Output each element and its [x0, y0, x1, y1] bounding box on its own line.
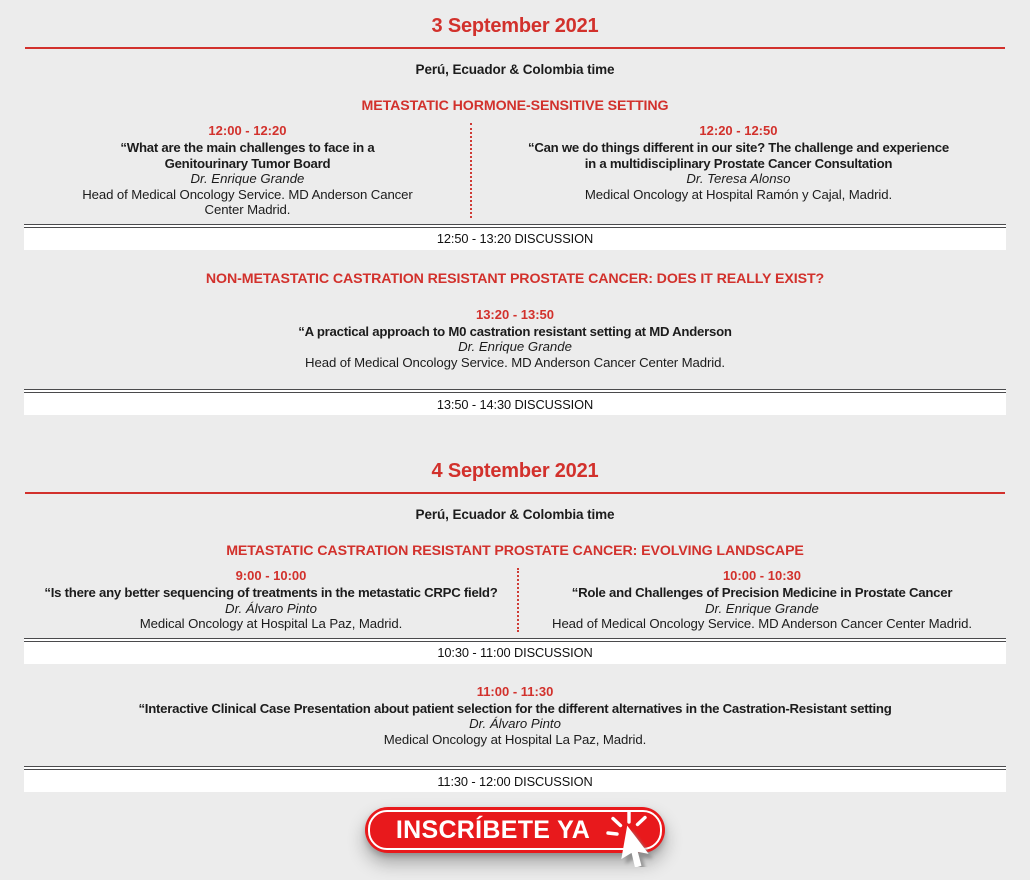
session-single: [25, 684, 1005, 748]
session-speaker: Dr. Teresa Alonso: [686, 171, 791, 186]
inscribete-label: INSCRÍBETE YA: [395, 815, 591, 844]
session-speaker: Dr. Enrique Grande: [190, 171, 305, 186]
session-affiliation: Medical Oncology at Hospital La Paz, Madrid.: [139, 616, 403, 631]
track-title: NON-METASTATIC CASTRATION RESISTANT PROSTATE CANCER: DOES IT REALLY EXIST?: [205, 270, 825, 287]
session-affiliation: Head of Medical Oncology Service. MD Anderson Cancer Center Madrid.: [82, 186, 413, 217]
session-single: [25, 307, 1005, 371]
session-speaker: Dr. Álvaro Pinto: [469, 716, 561, 731]
discussion-band: [24, 766, 1006, 792]
session-left: [25, 123, 470, 218]
session-speaker: Dr. Enrique Grande: [458, 339, 572, 354]
cta-container: [0, 807, 1030, 853]
track-title: METASTATIC HORMONE-SENSITIVE SETTING: [361, 98, 669, 114]
session-time: 12:20 - 12:50: [699, 123, 778, 138]
session-talk-title: “A practical approach to M0 castration resistant setting at MD Anderson: [298, 323, 732, 339]
session-time: 13:20 - 13:50: [475, 306, 555, 322]
day-section-3-september: [0, 0, 1030, 415]
session-time: 9:00 - 10:00: [235, 568, 307, 583]
session-right: [470, 123, 1005, 218]
session-time: 11:00 - 11:30: [476, 683, 554, 699]
session-talk-title: “Is there any better sequencing of treatments in the metastatic CRPC field?: [44, 585, 498, 600]
session-talk-title: “Role and Challenges of Precision Medicine in Prostate Cancer: [571, 585, 953, 600]
session-row: [25, 123, 1005, 218]
discussion-label: 13:50 - 14:30 DISCUSSION: [436, 396, 594, 412]
day-title: 4 September 2021: [431, 460, 599, 482]
day-section-4-september: [0, 415, 1030, 792]
session-affiliation: Head of Medical Oncology Service. MD Anderson Cancer Center Madrid.: [552, 616, 972, 631]
session-time: 12:00 - 12:20: [208, 123, 287, 138]
session-right: [517, 568, 1005, 632]
session-speaker: Dr. Enrique Grande: [705, 600, 819, 616]
session-talk-title: “Interactive Clinical Case Presentation about patient selection for the different alternatives in the Castration-Resistant setting: [138, 700, 892, 716]
track-title: METASTATIC CASTRATION RESISTANT PROSTATE CANCER: EVOLVING LANDSCAPE: [226, 543, 804, 559]
timezone-label: Perú, Ecuador & Colombia time: [415, 507, 615, 522]
day-title: 3 September 2021: [431, 15, 599, 37]
red-divider-line: [25, 47, 1005, 49]
session-row: [25, 568, 1005, 632]
session-affiliation: Head of Medical Oncology Service. MD Anderson Cancer Center Madrid.: [305, 354, 725, 370]
discussion-label: 11:30 - 12:00 DISCUSSION: [437, 773, 593, 789]
session-left: [25, 568, 517, 632]
discussion-band: [24, 638, 1006, 664]
session-talk-title: “Can we do things different in our site? The challenge and experience in a multidisciplinary Prostate Cancer Consultation: [527, 140, 949, 171]
timezone-label: Perú, Ecuador & Colombia time: [415, 62, 615, 77]
red-divider-line: [25, 492, 1005, 494]
session-speaker: Dr. Álvaro Pinto: [225, 600, 317, 616]
discussion-band: [24, 224, 1006, 250]
session-affiliation: Medical Oncology at Hospital Ramón y Cajal, Madrid.: [584, 186, 893, 202]
session-time: 10:00 - 10:30: [722, 568, 801, 583]
session-talk-title: “What are the main challenges to face in a Genitourinary Tumor Board: [120, 140, 375, 171]
inscribete-button[interactable]: [365, 807, 665, 853]
session-affiliation: Medical Oncology at Hospital La Paz, Madrid.: [383, 731, 647, 747]
discussion-band: [24, 389, 1006, 415]
discussion-label: 12:50 - 13:20 DISCUSSION: [436, 231, 594, 246]
discussion-label: 10:30 - 11:00 DISCUSSION: [437, 645, 593, 660]
